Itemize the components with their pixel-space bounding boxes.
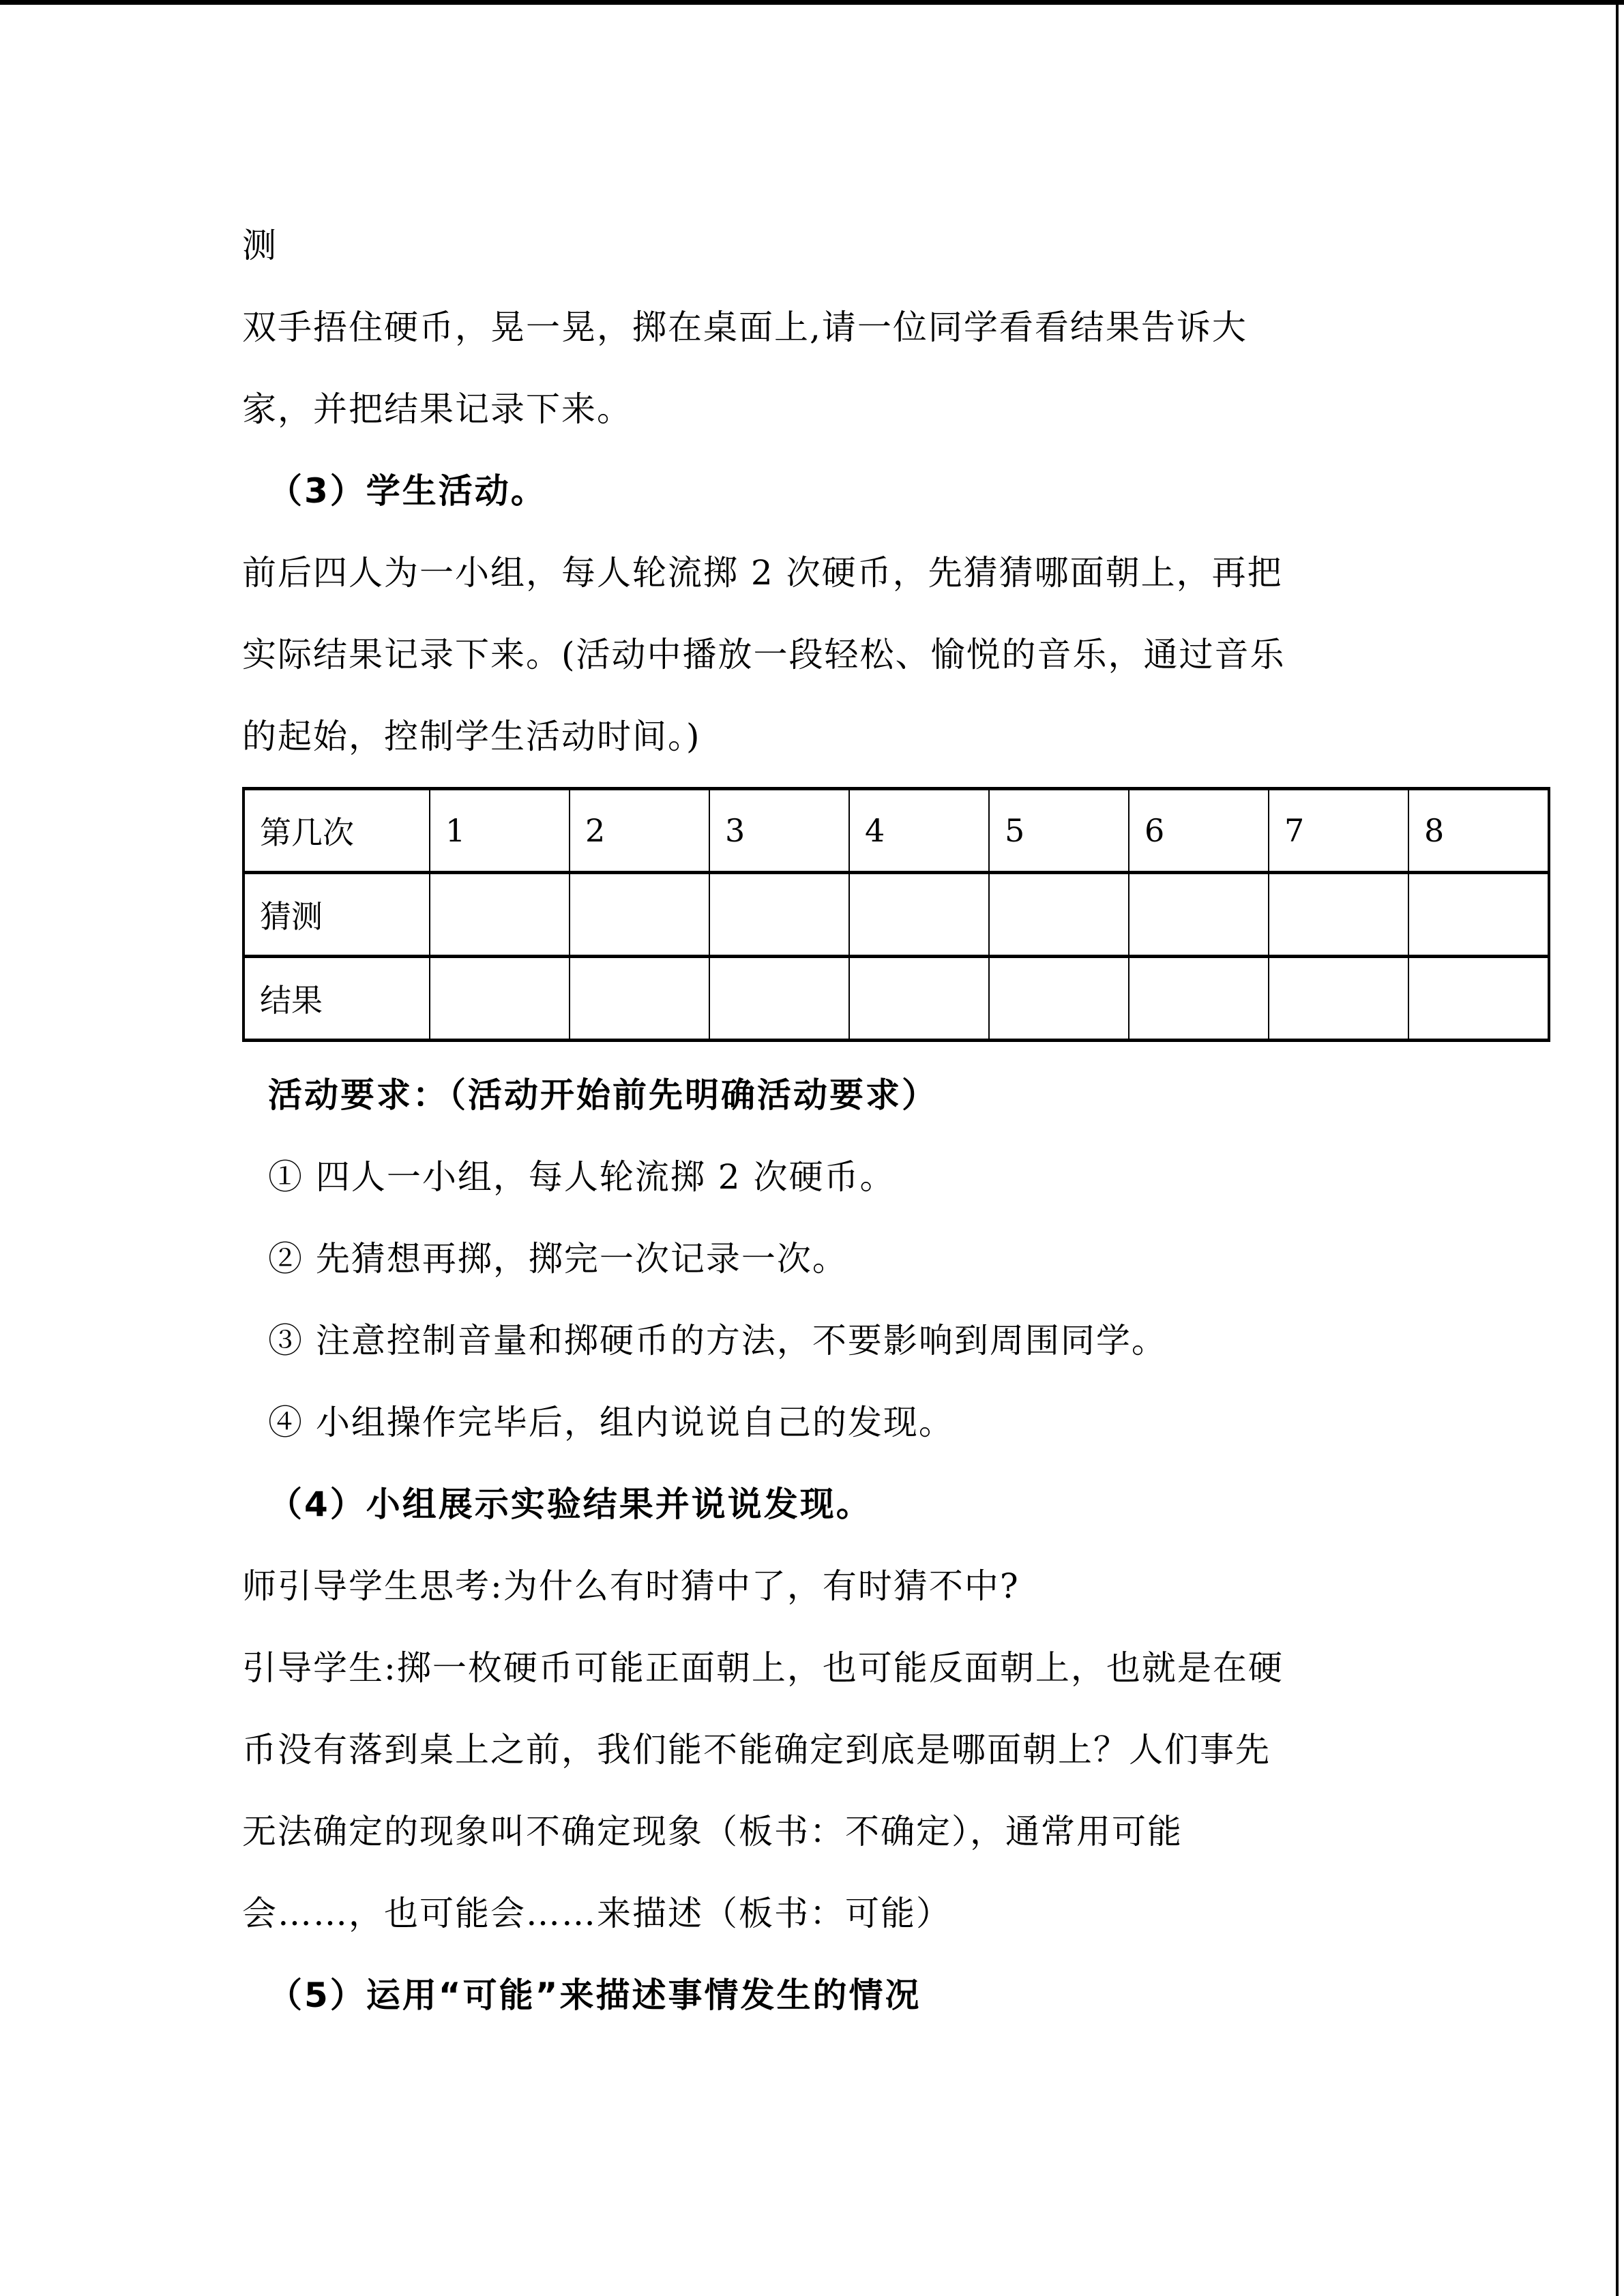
- table-row-result: [243, 957, 1549, 1041]
- table-cell-guess[interactable]: [989, 873, 1129, 957]
- paragraph-line: 家，并把结果记录下来。: [242, 389, 632, 429]
- section-heading-4: （4）小组展示实验结果并说说发现。: [268, 1485, 872, 1524]
- table-cell-result[interactable]: [709, 957, 849, 1041]
- table-cell-guess[interactable]: [570, 873, 709, 957]
- paragraph-line: 无法确定的现象叫不确定现象（板书：不确定），通常用可能: [242, 1812, 1183, 1851]
- table-header-label: 第几次: [243, 789, 430, 873]
- table-header-cell: 1: [430, 789, 570, 873]
- table-row-label: 猜测: [243, 873, 430, 957]
- table-cell-guess[interactable]: [1269, 873, 1408, 957]
- paragraph-line: 双手捂住硬币，晃一晃，掷在桌面上,请一位同学看看结果告诉大: [242, 308, 1247, 347]
- paragraph-line: 实际结果记录下来。(活动中播放一段轻松、愉悦的音乐，通过音乐: [242, 635, 1286, 674]
- table-row-label: 结果: [243, 957, 430, 1041]
- table-header-cell: 6: [1129, 789, 1269, 873]
- paragraph-line: 引导学生:掷一枚硬币可能正面朝上，也可能反面朝上，也就是在硬: [242, 1648, 1284, 1688]
- table-header-cell: 3: [709, 789, 849, 873]
- coin-toss-record-table: [242, 787, 1550, 1042]
- record-table-wrapper: [242, 787, 1445, 1042]
- requirement-item-4: ④ 小组操作完毕后，组内说说自己的发现。: [268, 1403, 954, 1442]
- table-row-header: [243, 789, 1549, 873]
- table-header-cell: 2: [570, 789, 709, 873]
- table-header-cell: 8: [1408, 789, 1549, 873]
- requirement-item-3: ③ 注意控制音量和掷硬币的方法，不要影响到周围同学。: [268, 1321, 1167, 1360]
- table-cell-result[interactable]: [1129, 957, 1269, 1041]
- table-cell-result[interactable]: [570, 957, 709, 1041]
- table-cell-result[interactable]: [1269, 957, 1408, 1041]
- section-heading-3: （3）学生活动。: [268, 471, 547, 511]
- table-cell-result[interactable]: [849, 957, 989, 1041]
- table-cell-result[interactable]: [1408, 957, 1549, 1041]
- paragraph-line: 师引导学生思考:为什么有时猜中了，有时猜不中?: [242, 1566, 1020, 1606]
- paragraph-line: 的起始，控制学生活动时间。): [242, 717, 701, 756]
- table-cell-guess[interactable]: [430, 873, 570, 957]
- paragraph-line: 前后四人为一小组，每人轮流掷 2 次硬币，先猜猜哪面朝上，再把: [242, 553, 1283, 593]
- table-header-cell: 7: [1269, 789, 1408, 873]
- requirement-item-2: ② 先猜想再掷，掷完一次记录一次。: [268, 1239, 848, 1279]
- table-header-cell: 5: [989, 789, 1129, 873]
- paragraph-line: 会……，也可能会……来描述（板书：可能）: [242, 1894, 951, 1933]
- table-cell-result[interactable]: [430, 957, 570, 1041]
- table-cell-guess[interactable]: [709, 873, 849, 957]
- paragraph-line: 测: [242, 226, 278, 265]
- activity-requirements-heading: 活动要求：（活动开始前先明确活动要求）: [268, 1075, 938, 1115]
- table-row-guess: [243, 873, 1549, 957]
- table-header-cell: 4: [849, 789, 989, 873]
- table-cell-guess[interactable]: [1129, 873, 1269, 957]
- table-cell-guess[interactable]: [849, 873, 989, 957]
- section-heading-5: （5）运用“可能”来描述事情发生的情况: [268, 1976, 921, 2015]
- paragraph-line: 币没有落到桌上之前，我们能不能确定到底是哪面朝上？人们事先: [242, 1730, 1271, 1770]
- table-cell-result[interactable]: [989, 957, 1129, 1041]
- requirement-item-1: ① 四人一小组，每人轮流掷 2 次硬币。: [268, 1157, 896, 1197]
- table-cell-guess[interactable]: [1408, 873, 1549, 957]
